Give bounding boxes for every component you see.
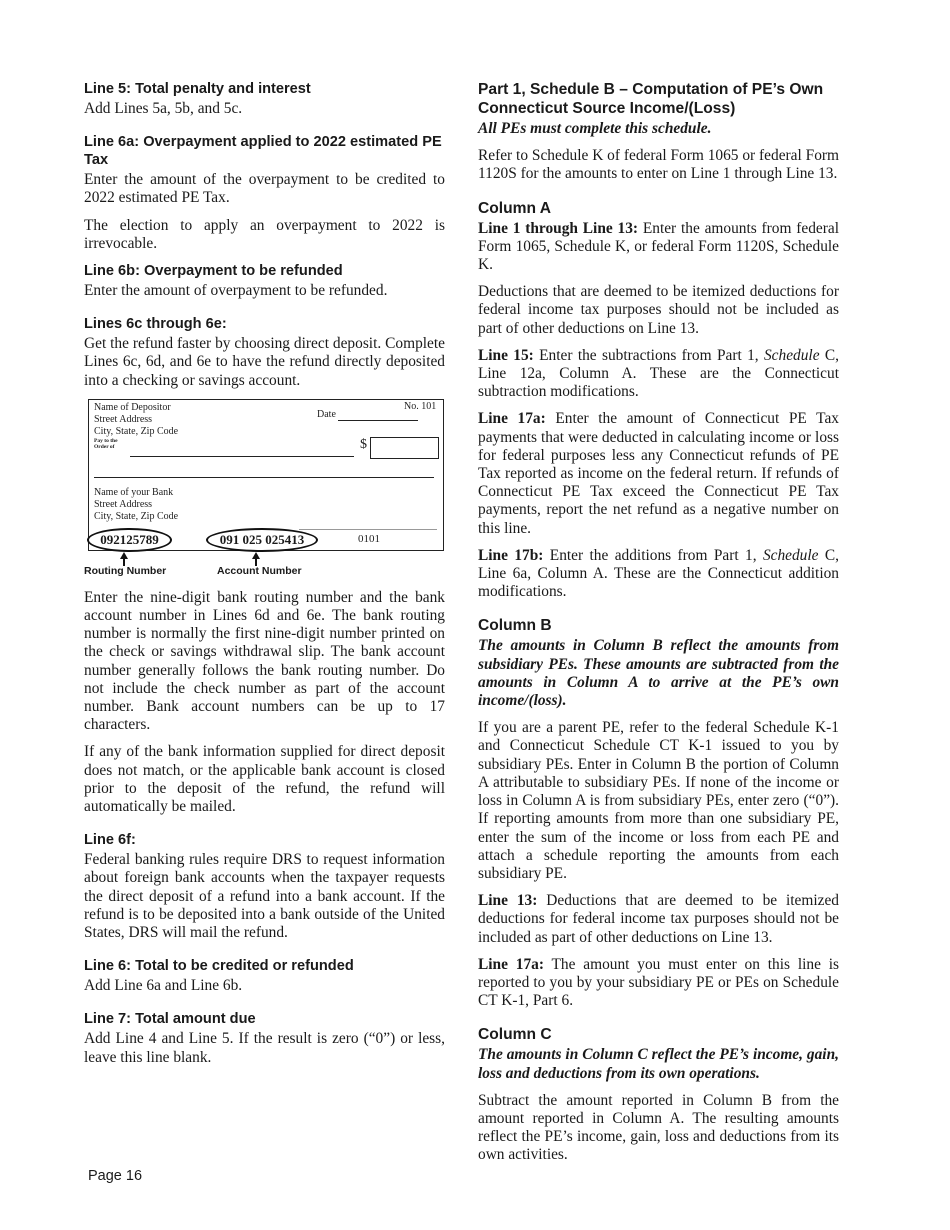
check-street: Street Address: [94, 413, 153, 425]
check-amount-box: [370, 437, 439, 459]
col-b-parent-pe: If you are a parent PE, refer to the federal Schedule K-1 and Connecticut Schedule CT K-1 issued to you by subsidiary PEs. Enter in Column B the portion of Column A attributable to subsidiary PEs. If none of the income or loss in Column A is from subsidiary PEs, enter zero (“0”). If reporting amounts from more than one subsidiary PE, enter the sum of the income or loss from each PE and attach a schedule reporting the amounts from each subsidiary PE.: [478, 719, 839, 882]
col-a-line15-body2: C, Line 12a, Column A. These are the Connecticut subtraction modifications.: [478, 346, 839, 401]
line5-heading: Line 5: Total penalty and interest: [84, 81, 311, 97]
column-a-heading: Column A: [478, 199, 552, 217]
check-dollar-sign: $: [360, 436, 367, 452]
col-b-line17a-body: The amount you must enter on this line is reported to you by your subsidiary PE or PEs on Schedule CT K-1, Part 6.: [478, 955, 839, 1010]
col-a-line1-13: [478, 220, 839, 275]
col-a-line15-italic: Schedule: [763, 346, 820, 364]
col-b-line17a-lead: Line 17a:: [478, 955, 544, 973]
refer-schedule-k-text: Refer to Schedule K of federal Form 1065 or federal Form 1120S for the amounts to enter on Line 1 through Line 13.: [478, 147, 839, 183]
line6c-heading: Lines 6c through 6e:: [84, 316, 227, 333]
check-amount-words-line: [94, 477, 434, 478]
routing-number-oval: 092125789: [87, 528, 172, 552]
col-a-deductions: Deductions that are deemed to be itemized deductions for federal income tax purposes should not be included as part of other deductions on Line 13.: [478, 283, 839, 337]
col-b-line17a: [478, 956, 839, 1011]
right-column: [478, 80, 839, 1174]
col-a-line17b-italic: Schedule: [762, 546, 819, 564]
all-pes-note: All PEs must complete this schedule.: [478, 120, 712, 137]
check-city: City, State, Zip Code: [94, 425, 179, 437]
col-a-line17a-lead: Line 17a:: [478, 410, 546, 428]
left-column: [84, 80, 445, 1076]
check-bank-street: Street Address: [94, 498, 153, 510]
line6a-text-1: Enter the amount of the overpayment to be credited to 2022 estimated PE Tax.: [84, 171, 445, 207]
check-date-line: [338, 420, 418, 421]
col-b-line13-lead: Line 13:: [478, 892, 538, 910]
line6f-heading: Line 6f:: [84, 832, 136, 849]
line6-text: Add Line 6a and Line 6b.: [84, 977, 243, 995]
col-a-line17b: [478, 547, 839, 602]
line7-text: Add Line 4 and Line 5. If the result is zero (“0”) or less, leave this line blank.: [84, 1030, 445, 1066]
column-c-heading: Column C: [478, 1026, 552, 1044]
check-serial-number: 0101: [358, 532, 380, 545]
check-payee-line: [130, 456, 354, 457]
line7-heading: Line 7: Total amount due: [84, 1011, 256, 1028]
line6b-text: Enter the amount of overpayment to be refunded.: [84, 282, 388, 300]
routing-instructions: Enter the nine-digit bank routing number and the bank account number in Lines 6d and 6e. The bank routing number is normally the first nine-digit number printed on the check or savings withdrawal slip. The bank account number generally follows the bank routing number. Do not include the check number as part of the account number. Bank account numbers can be up to 17 characters.: [84, 588, 445, 734]
check-bank-city: City, State, Zip Code: [94, 510, 179, 522]
col-a-line15: [478, 347, 839, 402]
part1-schedule-b-heading: Part 1, Schedule B – Computation of PE’s Own Connecticut Source Income/(Loss): [478, 81, 824, 117]
line6a-heading: Line 6a: Overpayment applied to 2022 estimated PE Tax: [84, 134, 442, 169]
account-number-oval: 091 025 025413: [206, 528, 318, 552]
col-b-intro: The amounts in Column B reflect the amounts from subsidiary PEs. These amounts are subtracted from the amounts in Column A to arrive at the PE’s own income/(loss).: [478, 637, 839, 710]
column-b-heading: Column B: [478, 617, 552, 635]
account-number-label: Account Number: [217, 564, 302, 577]
col-c-subtract: Subtract the amount reported in Column B from the amount reported in Column A. The resulting amounts reflect the PE’s income, gain, loss and deductions from its own activities.: [478, 1091, 839, 1164]
col-b-line13-body: Deductions that are deemed to be itemized deductions for federal income tax purposes should not be included as part of other deductions on Line 13.: [478, 892, 839, 946]
col-a-line17a-body: Enter the amount of Connecticut PE Tax payments that were deducted in calculating income or loss for federal purposes less any Connecticut refunds of PE Tax reported as income on the federal return. If refunds of Connecticut PE Tax exceed the Connecticut PE Tax payments, report the net refund as a negative number on this line.: [478, 410, 839, 537]
check-order-of: Order of: [94, 443, 115, 450]
check-pay-to: Pay to the: [94, 437, 118, 444]
col-c-intro: The amounts in Column C reflect the PE’s income, gain, loss and deductions from its own operations.: [478, 1046, 839, 1082]
col-a-line17a: [478, 410, 839, 537]
check-date-label: Date: [317, 408, 336, 420]
line6b-heading: Line 6b: Overpayment to be refunded: [84, 263, 343, 280]
check-signature-line: [299, 529, 437, 530]
col-a-line17b-body2: C, Line 6a, Column A. These are the Connecticut addition modifications.: [478, 546, 840, 601]
col-a-line17b-lead: Line 17b:: [478, 546, 544, 564]
line6c-text: Get the refund faster by choosing direct deposit. Complete Lines 6c, 6d, and 6e to have the refund directly deposited into a checking or savings account.: [84, 335, 445, 389]
routing-number-label: Routing Number: [84, 564, 167, 577]
col-a-line1-13-body: Enter the amounts from federal Form 1065, Schedule K, or federal Form 1120S, Schedule K.: [478, 219, 839, 274]
line6a-text-2: The election to apply an overpayment to 2022 is irrevocable.: [84, 216, 445, 252]
line6f-text: Federal banking rules require DRS to request information about foreign bank accounts when the taxpayer requests the direct deposit of a refund into a bank account. If the refund is to be deposited into a bank outside of the United States, DRS will mail the refund.: [84, 851, 445, 942]
bank-mismatch-text: If any of the bank information supplied for direct deposit does not match, or the applicable bank account is closed prior to the deposit of the refund, the refund will automatically be mailed.: [84, 743, 445, 816]
col-b-line13: [478, 892, 839, 947]
sample-check-illustration: [84, 399, 443, 577]
line5-text: Add Lines 5a, 5b, and 5c.: [84, 100, 243, 117]
check-bank-name: Name of your Bank: [94, 486, 174, 498]
col-a-line15-body1: Enter the subtractions from Part 1,: [533, 346, 764, 364]
col-a-line15-lead: Line 15:: [478, 346, 534, 364]
check-number-label: No. 101: [404, 400, 437, 412]
check-depositor-name: Name of Depositor: [94, 401, 171, 413]
col-a-line17b-body1: Enter the additions from Part 1,: [543, 546, 763, 564]
col-a-line1-13-lead: Line 1 through Line 13:: [478, 219, 639, 237]
line6-heading: Line 6: Total to be credited or refunded: [84, 958, 354, 975]
page-number: Page 16: [88, 1168, 143, 1184]
